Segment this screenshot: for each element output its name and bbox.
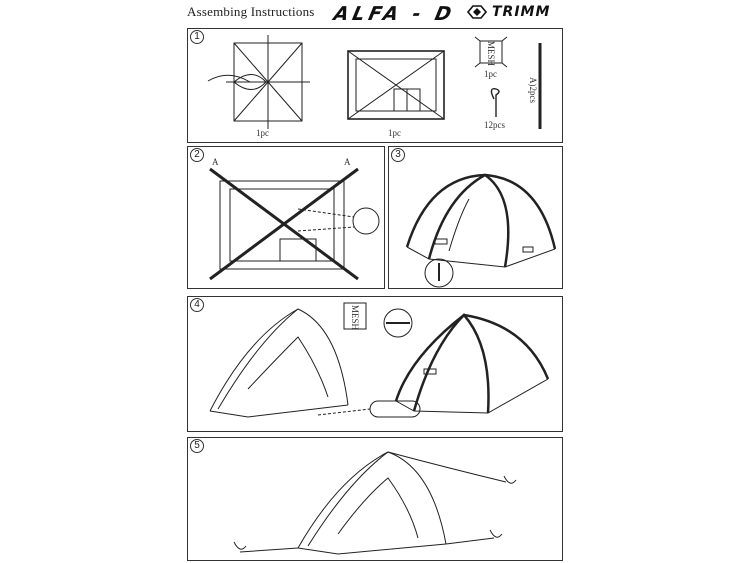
tent-quantity: 1pc bbox=[256, 128, 269, 138]
step-number: 5 bbox=[190, 439, 204, 453]
step-4-illustration bbox=[188, 297, 562, 431]
peg-quantity: 12pcs bbox=[484, 120, 505, 130]
mesh-label: MESH bbox=[486, 41, 496, 67]
pole-end-label-right: A bbox=[344, 157, 351, 167]
document-title: Assembing Instructions bbox=[187, 4, 315, 19]
step-1-illustration bbox=[188, 29, 562, 142]
step-3-illustration bbox=[389, 147, 562, 288]
step-5-illustration bbox=[188, 438, 562, 560]
brand-name: TRIMM bbox=[492, 4, 551, 20]
mesh-label: MESH bbox=[350, 305, 360, 331]
step-number: 2 bbox=[190, 148, 204, 162]
step-number: 3 bbox=[391, 148, 405, 162]
step-3-panel bbox=[388, 146, 563, 289]
pole-quantity: A)2pcs bbox=[528, 77, 538, 103]
brand-emblem-icon bbox=[466, 5, 488, 19]
step-5-panel bbox=[187, 437, 563, 561]
step-number: 1 bbox=[190, 30, 204, 44]
step-1-panel bbox=[187, 28, 563, 143]
brand-logo bbox=[466, 4, 550, 20]
flysheet-quantity: 1pc bbox=[388, 128, 401, 138]
step-4-panel bbox=[187, 296, 563, 432]
step-2-panel bbox=[187, 146, 385, 289]
pole-end-label-left: A bbox=[212, 157, 219, 167]
model-name: ALFA - D bbox=[331, 3, 458, 25]
step-2-illustration bbox=[188, 147, 384, 288]
mesh-quantity: 1pc bbox=[484, 69, 497, 79]
step-number: 4 bbox=[190, 298, 204, 312]
